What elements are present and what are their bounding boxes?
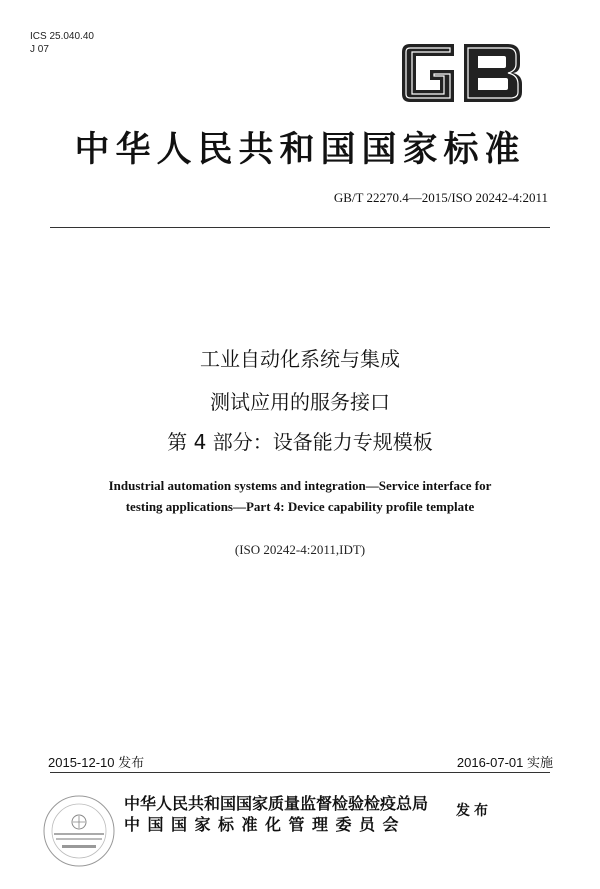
issuer-line-1: 中华人民共和国国家质量监督检验检疫总局 xyxy=(124,794,429,813)
gb-logo xyxy=(400,42,524,104)
chinese-title-line-3: 第 4 部分：设备能力专规模板 xyxy=(167,430,433,454)
ics-code: ICS 25.040.40 xyxy=(30,31,94,42)
chinese-title-line-1: 工业自动化系统与集成 xyxy=(200,347,400,371)
issue-date: 2015-12-10 发布 xyxy=(48,755,145,770)
standard-category-title: 中华人民共和国国家标准 xyxy=(74,130,526,170)
english-title-line-1: Industrial automation systems and integration—Service interface for xyxy=(108,478,492,493)
header-divider xyxy=(50,227,550,228)
english-title-line-2: testing applications—Part 4: Device capability profile template xyxy=(125,499,475,514)
iso-equivalence: (ISO 20242-4:2011,IDT) xyxy=(234,542,366,557)
standard-number: GB/T 22270.4—2015/ISO 20242-4:2011 xyxy=(333,190,548,205)
implementation-date: 2016-07-01 实施 xyxy=(456,755,553,770)
footer-divider xyxy=(50,772,550,773)
ccs-code: J 07 xyxy=(30,44,49,55)
classification-codes xyxy=(30,30,94,56)
publisher-stamp xyxy=(40,792,118,870)
publish-label: 发布 xyxy=(456,803,492,819)
issuer-line-2: 中国国家标准化管理委员会 xyxy=(124,815,407,834)
chinese-title-line-2: 测试应用的服务接口 xyxy=(210,390,390,414)
